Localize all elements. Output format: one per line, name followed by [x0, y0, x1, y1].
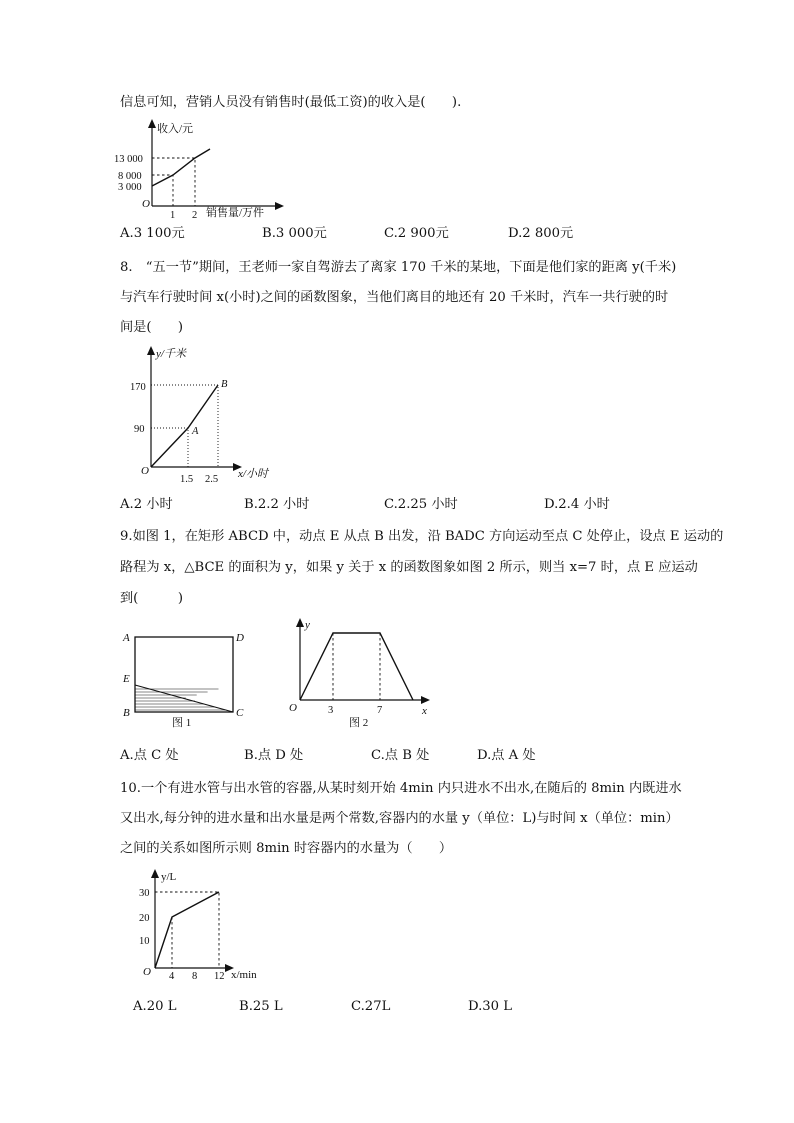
q8-distance-line: [151, 385, 218, 467]
q7-ytick-8000: 8 000: [118, 171, 142, 182]
q10-option-a[interactable]: A.20 L: [133, 999, 177, 1014]
q9-label-a: A: [123, 632, 130, 644]
q8-point-a-label: A: [192, 426, 199, 437]
q8-option-d[interactable]: D.2.4 小时: [544, 497, 610, 512]
q9-fig2-x-arrow: [421, 696, 430, 704]
q9-option-c[interactable]: C.点 B 处: [371, 748, 430, 763]
q9-line2: 路程为 x，△BCE 的面积为 y，如果 y 关于 x 的函数图象如图 2 所示，则当 x=7 时，点 E 应运动: [120, 560, 698, 575]
q9-fig2-xtick-3: 3: [328, 705, 334, 716]
q7-origin: O: [142, 198, 150, 210]
q9-fig2-area-line: [300, 633, 413, 700]
q9-label-d: D: [236, 632, 244, 644]
q8-line3: 间是( ): [120, 320, 184, 335]
q7-intro: 信息可知，营销人员没有销售时(最低工资)的收入是( ).: [120, 95, 462, 110]
q10-ytick-10: 10: [139, 936, 150, 947]
q10-xlabel: x/min: [231, 969, 257, 981]
q10-origin: O: [143, 966, 151, 978]
q10-y-arrow: [151, 869, 159, 878]
q10-water-line: [155, 892, 219, 968]
q10-ytick-30: 30: [139, 888, 150, 899]
q10-xtick-12: 12: [214, 971, 225, 982]
q8-y-arrow: [147, 346, 155, 355]
q7-ytick-3000: 3 000: [118, 182, 142, 193]
q7-xlabel: 销售量/万件: [206, 207, 265, 219]
q10-option-c[interactable]: C.27L: [351, 999, 391, 1014]
q9-shaded-triangle: [135, 685, 233, 712]
q10-guide-30: [155, 892, 219, 968]
q9-figure-2: [283, 615, 443, 730]
q7-chart: [114, 118, 320, 221]
q7-option-c[interactable]: C.2 900元: [384, 226, 449, 241]
q7-ylabel: 收入/元: [157, 123, 194, 135]
q9-fig2-xtick-7: 7: [377, 705, 383, 716]
q9-figure-1: [120, 627, 245, 727]
q10-line3: 之间的关系如图所示则 8min 时容器内的水量为（ ）: [120, 841, 453, 856]
q9-option-a[interactable]: A.点 C 处: [120, 748, 179, 763]
q9-label-b: B: [123, 707, 130, 719]
q8-line1: 8. “五一节”期间，王老师一家自驾游去了离家 170 千米的某地，下面是他们家的距离 y(千米): [120, 260, 677, 275]
q8-ylabel: y/千米: [156, 348, 186, 360]
q9-fig2-y-arrow: [296, 618, 304, 627]
q7-option-a[interactable]: A.3 100元: [120, 226, 185, 241]
q8-ytick-170: 170: [130, 382, 146, 393]
q10-option-b[interactable]: B.25 L: [239, 999, 283, 1014]
q10-xtick-8: 8: [192, 971, 198, 982]
q8-line2: 与汽车行驶时间 x(小时)之间的函数图象，当他们离目的地还有 20 千米时，汽车一共行驶的时: [120, 290, 669, 305]
q10-line1: 10.一个有进水管与出水管的容器,从某时刻开始 4min 内只进水不出水,在随后的 8min 内既进水: [120, 781, 682, 796]
q7-x-arrow: [275, 202, 284, 210]
q10-ylabel: y/L: [161, 871, 177, 883]
q10-line2: 又出水,每分钟的进水量和出水量是两个常数,容器内的水量 y（单位：L)与时间 x（单位：min）: [120, 811, 679, 826]
q10-xtick-4: 4: [169, 971, 175, 982]
q9-option-d[interactable]: D.点 A 处: [477, 748, 536, 763]
q7-option-d[interactable]: D.2 800元: [508, 226, 574, 241]
q10-option-d[interactable]: D.30 L: [468, 999, 513, 1014]
q9-option-b[interactable]: B.点 D 处: [244, 748, 304, 763]
q7-xtick-1: 1: [170, 210, 176, 221]
q9-label-c: C: [236, 707, 244, 719]
q8-option-c[interactable]: C.2.25 小时: [384, 497, 458, 512]
q8-xtick-2-5: 2.5: [205, 474, 219, 485]
q7-xtick-2: 2: [192, 210, 198, 221]
q7-ytick-13000: 13 000: [114, 154, 143, 165]
q9-label-e: E: [123, 673, 130, 685]
q10-chart: [125, 868, 285, 988]
q8-point-b-label: B: [221, 379, 228, 390]
q9-figure-2-caption: 图 2: [349, 717, 369, 729]
q8-option-a[interactable]: A.2 小时: [120, 497, 173, 512]
q8-guide-b: [151, 385, 218, 467]
q9-fig2-xlabel: x: [422, 705, 427, 717]
q8-origin: O: [141, 465, 149, 477]
q10-ytick-20: 20: [139, 913, 150, 924]
q7-guide-8000: [152, 175, 173, 206]
q9-fig2-origin: O: [289, 702, 297, 714]
q7-income-line: [152, 149, 210, 186]
q8-option-b[interactable]: B.2.2 小时: [244, 497, 310, 512]
q9-figure-1-caption: 图 1: [172, 717, 192, 729]
q8-xtick-1-5: 1.5: [180, 474, 194, 485]
q8-ytick-90: 90: [134, 424, 145, 435]
q9-line1: 9.如图 1，在矩形 ABCD 中，动点 E 从点 B 出发，沿 BADC 方向运动至点 C 处停止，设点 E 运动的: [120, 529, 724, 544]
q9-fig2-ylabel: y: [305, 619, 310, 631]
q8-xlabel: x/小时: [238, 468, 268, 480]
q8-chart: [120, 345, 290, 485]
q9-line3: 到( ): [120, 591, 184, 606]
q7-y-arrow: [148, 119, 156, 128]
q7-option-b[interactable]: B.3 000元: [262, 226, 327, 241]
